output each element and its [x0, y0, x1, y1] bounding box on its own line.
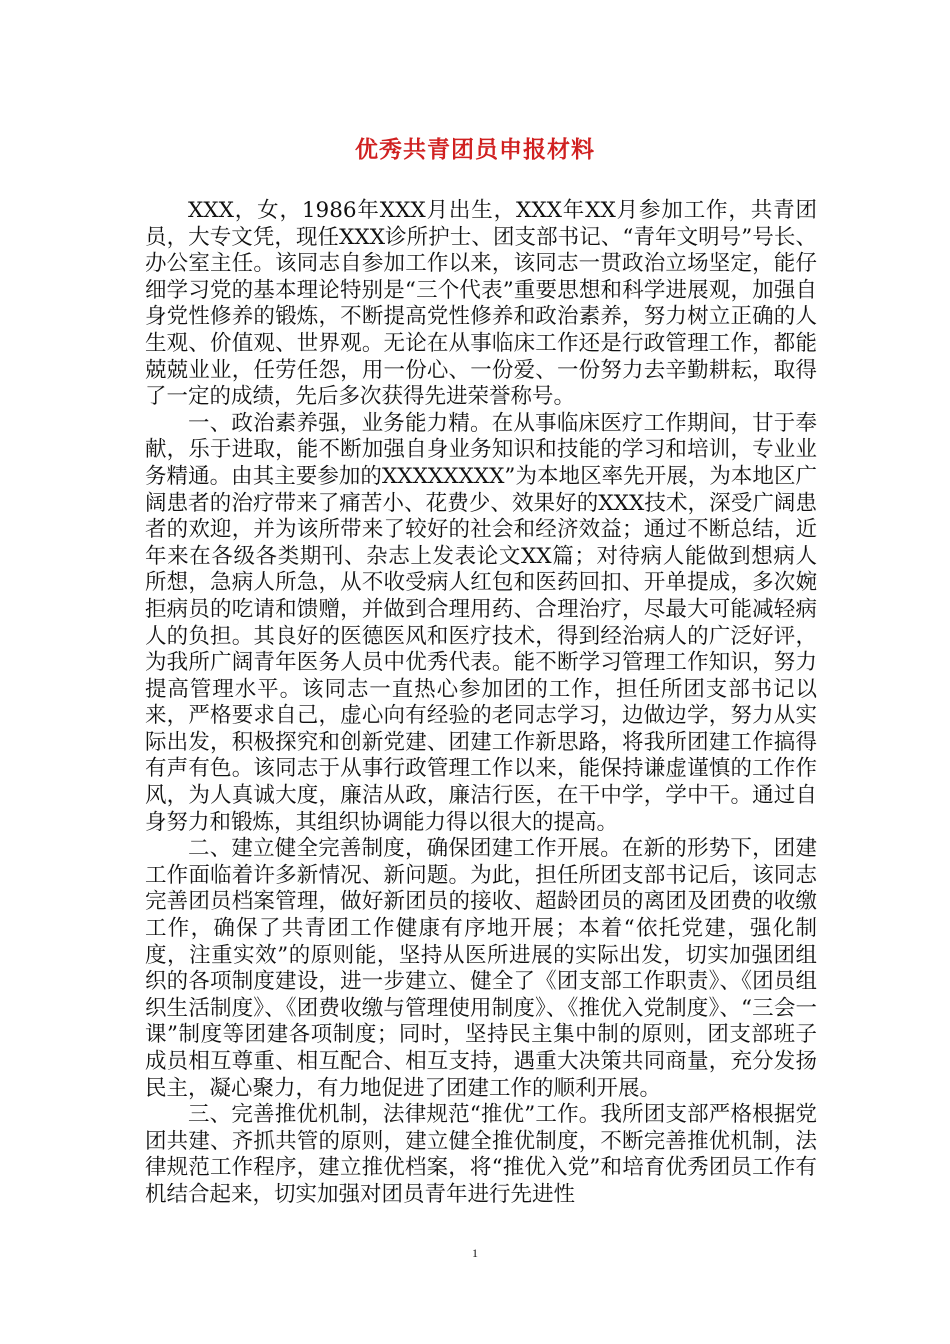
paragraph-section-3: 三、完善推优机制，法律规范“推优”工作。我所团支部严格根据党团共建、齐抓共管的原则，建立健全推优制度，不断完善推优机制，法律规范工作程序，建立推优档案，将“推优入党”和培育优秀团员工作有机结合起来，切实加强对团员青年进行先进性	[145, 1102, 817, 1207]
document-body	[145, 198, 817, 1209]
paragraph-section-1: 一、政治素养强，业务能力精。在从事临床医疗工作期间，甘于奉献，乐于进取，能不断加强自身业务知识和技能的学习和培训，专业业务精通。由其主要参加的XXXXXXXX”为本地区率先开展，为本地区广阔患者的治疗带来了痛苦小、花费少、效果好的XXX技术，深受广阔患者的欢迎，并为该所带来了较好的社会和经济效益；通过不断总结，近年来在各级各类期刊、杂志上发表论文XX篇；对待病人能做到想病人所想，急病人所急，从不收受病人红包和医药回扣、开单提成，多次婉拒病员的吃请和馈赠，并做到合理用药、合理治疗，尽最大可能减轻病人的负担。其良好的医德医风和医疗技术，得到经治病人的广泛好评，为我所广阔青年医务人员中优秀代表。能不断学习管理工作知识，努力提高管理水平。该同志一直热心参加团的工作，担任所团支部书记以来，严格要求自己，虚心向有经验的老同志学习，边做边学，努力从实际出发，积极探究和创新党建、团建工作新思路，将我所团建工作搞得有声有色。该同志于从事行政管理工作以来，能保持谦虚谨慎的工作作风，为人真诚大度，廉洁从政，廉洁行医，在干中学，学中干。通过自身努力和锻炼，其组织协调能力得以很大的提高。	[145, 410, 817, 835]
paragraph-intro: XXX，女，1986年XXX月出生，XXX年XX月参加工作，共青团员，大专文凭，现任XXX诊所护士、团支部书记、“青年文明号”号长、办公室主任。该同志自参加工作以来，该同志一贯政治立场坚定，能仔细学习党的基本理论特别是“三个代表”重要思想和科学进展观，加强自身党性修养的锻炼，不断提高党性修养和政治素养，努力树立正确的人生观、价值观、世界观。无论在从事临床工作还是行政管理工作，都能兢兢业业，任劳任怨，用一份心、一份爱、一份努力去辛勤耕耘，取得了一定的成绩，先后多次获得先进荣誉称号。	[145, 198, 817, 410]
document-title: 优秀共青团员申报材料	[355, 136, 595, 163]
paragraph-section-2: 二、建立健全完善制度，确保团建工作开展。在新的形势下，团建工作面临着许多新情况、新问题。为此，担任所团支部书记后，该同志完善团员档案管理，做好新团员的接收、超龄团员的离团及团费的收缴工作，确保了共青团工作健康有序地开展；本着“依托党建，强化制度，注重实效”的原则能，坚持从医所进展的实际出发，切实加强团组织的各项制度建设，进一步建立、健全了《团支部工作职责》、《团员组织生活制度》、《团费收缴与管理使用制度》、《推优入党制度》、“三会一课”制度等团建各项制度；同时，坚持民主集中制的原则，团支部班子成员相互尊重、相互配合、相互支持，遇重大决策共同商量，充分发扬民主，凝心聚力，有力地促进了团建工作的顺利开展。	[145, 836, 817, 1101]
page-number: 1	[472, 1246, 478, 1260]
